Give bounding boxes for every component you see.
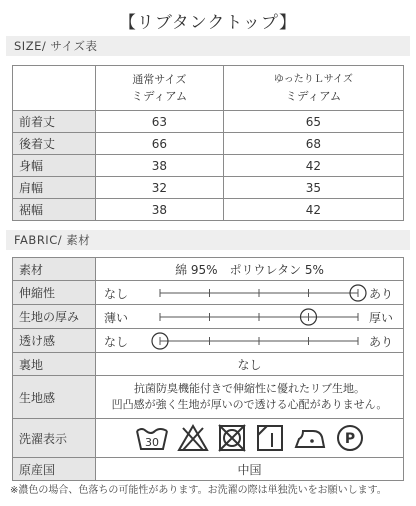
row-value: 68 bbox=[223, 133, 403, 155]
row-value: 66 bbox=[96, 133, 224, 155]
row-value: 38 bbox=[96, 199, 224, 221]
line-dry-shade-icon bbox=[255, 423, 285, 453]
feel-description bbox=[96, 376, 404, 419]
row-value: 38 bbox=[96, 155, 224, 177]
care-icons bbox=[96, 419, 404, 458]
page-title: 【リブタンクトップ】 bbox=[118, 13, 298, 33]
fabric-row-thickness bbox=[13, 305, 404, 329]
thickness-scale bbox=[96, 305, 404, 329]
row-label: 裾幅 bbox=[13, 199, 96, 221]
row-label: 素材 bbox=[13, 258, 96, 281]
no-tumble-dry-icon bbox=[217, 423, 247, 453]
care-note: ※濃色の場合、色落ちの可能性があります。お洗濯の際は単独洗いをお願いします。 bbox=[10, 485, 387, 496]
row-label: 洗濯表示 bbox=[13, 419, 96, 458]
scale-low-label: なし bbox=[104, 287, 129, 301]
size-section-header: SIZE/ サイズ表 bbox=[6, 36, 410, 56]
row-label: 生地の厚み bbox=[13, 305, 96, 329]
fabric-row-feel bbox=[13, 376, 404, 419]
stretch-scale bbox=[96, 281, 404, 305]
feel-line2: 凹凸感が強く生地が厚いので透ける心配がありません。 bbox=[111, 398, 388, 411]
row-label: 伸縮性 bbox=[13, 281, 96, 305]
lining-value: なし bbox=[96, 353, 404, 376]
wash-temp-label: 30 bbox=[144, 436, 159, 449]
sheer-scale bbox=[96, 329, 404, 353]
row-value: 65 bbox=[223, 111, 403, 133]
size-col-regular bbox=[96, 66, 224, 111]
scale-high-label: あり bbox=[368, 287, 393, 301]
row-label: 肩幅 bbox=[13, 177, 96, 199]
fabric-row-sheer bbox=[13, 329, 404, 353]
size-col-regular-line2: ミディアム bbox=[131, 89, 188, 103]
size-table bbox=[12, 65, 404, 221]
row-label: 生地感 bbox=[13, 376, 96, 419]
size-col-regular-line1: 通常サイズ bbox=[132, 73, 187, 86]
table-row bbox=[13, 155, 404, 177]
row-value: 35 bbox=[223, 177, 403, 199]
size-table-header bbox=[13, 66, 404, 111]
row-label: 前着丈 bbox=[13, 111, 96, 133]
table-row bbox=[13, 199, 404, 221]
sheer-slider bbox=[150, 329, 370, 352]
thickness-slider bbox=[150, 305, 370, 328]
stretch-slider bbox=[150, 281, 370, 304]
row-value: 32 bbox=[96, 177, 224, 199]
table-row bbox=[13, 111, 404, 133]
size-col-large-line2: ミディアム bbox=[285, 89, 342, 103]
iron-low-icon bbox=[293, 423, 327, 453]
wash-30-icon bbox=[135, 423, 169, 453]
scale-high-label: 厚い bbox=[368, 311, 393, 325]
fabric-row-care bbox=[13, 419, 404, 458]
scale-low-label: なし bbox=[104, 335, 129, 349]
svg-text:P: P bbox=[344, 431, 355, 447]
scale-high-label: あり bbox=[368, 335, 393, 349]
table-row bbox=[13, 133, 404, 155]
size-table-corner bbox=[13, 66, 96, 111]
fabric-row-stretch bbox=[13, 281, 404, 305]
row-label: 裏地 bbox=[13, 353, 96, 376]
fabric-row-lining bbox=[13, 353, 404, 376]
no-bleach-icon bbox=[177, 423, 209, 453]
row-label: 身幅 bbox=[13, 155, 96, 177]
fabric-table bbox=[12, 257, 404, 481]
row-label: 透け感 bbox=[13, 329, 96, 353]
table-row bbox=[13, 177, 404, 199]
row-value: 42 bbox=[223, 155, 403, 177]
size-col-large bbox=[223, 66, 403, 111]
material-value: 綿 95% ポリウレタン 5% bbox=[96, 258, 404, 281]
origin-value: 中国 bbox=[96, 458, 404, 481]
feel-line1: 抗菌防臭機能付きで伸縮性に優れたリブ生地。 bbox=[134, 382, 365, 395]
row-label: 原産国 bbox=[13, 458, 96, 481]
scale-low-label: 薄い bbox=[104, 311, 129, 325]
fabric-section-header: FABRIC/ 素材 bbox=[6, 230, 410, 250]
size-col-large-line1: ゆったりＬサイズ bbox=[273, 74, 353, 85]
dry-clean-p-icon bbox=[335, 423, 365, 453]
row-value: 42 bbox=[223, 199, 403, 221]
row-value: 63 bbox=[96, 111, 224, 133]
fabric-row-material bbox=[13, 258, 404, 281]
fabric-row-origin bbox=[13, 458, 404, 481]
row-label: 後着丈 bbox=[13, 133, 96, 155]
